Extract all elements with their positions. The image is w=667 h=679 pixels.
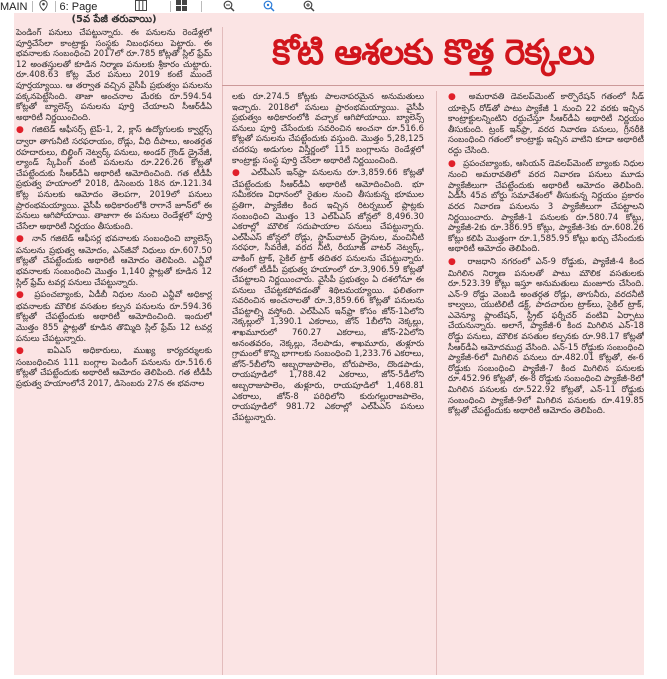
bullet-icon: ●	[232, 168, 243, 179]
toolbar-divider	[170, 1, 171, 12]
article-column-left	[16, 27, 212, 675]
zoom-out-icon[interactable]	[222, 0, 236, 13]
newspaper-page	[14, 13, 644, 675]
paragraph: ● ప్రపంచబ్యాంకు, ఆసియన్ డెవలప్‌మెంట్ బ్యాంకు నిధుల నుంచి అమరావతిలో వరద నివారణ పనులు మూడు ప్యాకేజీలుగా చేపట్టేందుకు అథారిటీ ఆమోదం తెలిపింది. ఏడీసీ 45వ బోర్డు సమావేశంలో తీసుకున్న నిర్ణయం ప్రకారం వరద నివారణ పనులను 3 ప్యాకేజీలుగా చేపట్టాలని నిర్ణయించారు. ప్యాకేజీ-1 పనులకు రూ.580.74 కోట్లు, ప్యాకేజీ-2కు రూ.386.95 కోట్లు, ప్యాకేజీ-3కు రూ.608.26 కోట్లు కలిపి మొత్తంగా రూ.1,585.95 కోట్లు ఖర్చు చేసేందుకు అథారిటీ ఆమోదం తెలిపింది.	[448, 157, 644, 254]
zoom-in-icon[interactable]	[302, 0, 316, 13]
paragraph: లకు రూ.274.5 కోట్లకు పాలనాపరమైన అనుమతులు ఇచ్చారు. 2018లో పనులు ప్రారంభమయ్యాయి. వైసీపీ ప్రభుత్వం అధికారంలోకి వచ్చాక ఆగిపోయాయి. బ్యాలెన్స్ పనులు పూర్తి చేసేందుకు సవరించిన అంచనా రూ.516.6 కోట్లతో పనులను చేపట్టేందుకు వస్తుంది. మొత్తం 5,28,125 చదరపు అడుగుల విస్తీర్ణంలో 115 బంగ్లాలను రెండేళ్లలో కాంట్రాక్టు సంస్థ పూర్తి చేసేలా అథారిటీ నిర్ణయించింది.	[232, 91, 424, 165]
article-column-middle	[232, 91, 424, 675]
bullet-icon: ●	[448, 256, 459, 267]
page-dropdown[interactable]	[60, 0, 130, 13]
reader-toolbar	[0, 0, 667, 13]
grid-icon[interactable]	[175, 0, 189, 13]
bullet-icon: ●	[16, 125, 25, 136]
toolbar-divider	[55, 1, 56, 12]
bullet-icon: ●	[16, 234, 26, 245]
bullet-icon: ●	[16, 346, 33, 357]
page-dropdown-value: 6: Page	[59, 0, 98, 13]
bullet-icon: ●	[16, 290, 27, 301]
location-pin-icon[interactable]	[37, 0, 51, 13]
bullet-icon: ●	[448, 92, 460, 102]
edition-label-text: MAIN	[0, 0, 28, 13]
paragraph: ● నాన్ గజిటెడ్ ఆఫీసర్ల భవనాలకు సంబంధించి బ్యాలెన్స్ పనులను ప్రభుత్వ ఆమోదం, ఎన్‌జీవో నిధులు రూ.607.50 కోట్లతో చేపట్టేందుకు అథారిటీ ఆమోదం తెలిపింది. ఎన్జీవో భవనాలకు సంబంధించి మొత్తం 1,140 ఫ్లాట్లతో కూడిన 12 స్లిల్ ఫ్రేమ్ టవర్ల పనులు చేపట్టున్నారు.	[16, 233, 212, 287]
columns-icon[interactable]	[134, 0, 148, 13]
headline: కోటి ఆశలకు కొత్త రెక్కలు	[272, 33, 594, 73]
paragraph: ● అమరావతి డెవలప్‌మెంట్ కార్పొరేషన్ గతంలో సీడ్ యాక్సెస్ రోడ్‌తో పాటు ప్యాకేజీ 1 నుంచి 22 వరకు ఇచ్చిన కాంట్రాక్టులన్నింటిని రద్దుచేస్తూ సీఆర్‌డీఏ అథారిటీ నిర్ణయం తీసుకుంది. ట్రంక్ ఇన్‌ఫ్రా, వరద నివారణ పనులు, గ్రీనరీకి సంబంధించి గతంలో కాంట్రాక్టు ఇచ్చిన వాటిని కూడా అథారిటీ రద్దు చేసింది.	[448, 91, 644, 155]
paragraph: ● రాజధాని నగరంలో ఎన్-9 రోడ్డుకు, ప్యాకేజీ-4 కింద మిగిలిన నిర్మాణ పనులతో పాటు మౌలిక వసతులకు రూ.523.39 కోట్లు ఇస్తూ అనుమతులు మంజూరు చేసింది. ఎన్-9 రోడ్డు వెంబడి అంతర్గత రోడ్లు, తాగునీరు, వరదనీటి కాల్వలు, యుటిలిటీ డక్ట్, పాదచారుల ట్రాక్‌లు, సైకిల్ ట్రాక్, ఎవెన్యూ ప్లాంటేషన్, స్ట్రీట్ ఫర్నీచర్ వంటివి ఏర్పాటు చేయనున్నారు. అలాగే, ప్యాకేజీ-6 కింద మిగిలిన ఎన్-18 రోడ్డు పనులు, మౌలిక వసతుల కల్పనకు రూ.98.17 కోట్లతో సీఆర్‌డీఏ ఆమోదముద్ర వేసింది. ఎన్-15 రోడ్డుకు సంబంధించి ప్యాకేజీ-6లో మిగిలిన పనులు రూ.482.01 కోట్లతో, ఈ-6 రోడ్డుకు సంబంధించి ప్యాకేజీ-7 కింద మిగిలిన పనులకు రూ.452.96 కోట్లతో, ఈ-8 రోడ్డుకు సంబంధించి ప్యాకేజీ-8లో మిగిలిన పనులకు రూ.522.92 కోట్లతో, ఎన్-11 రోడ్డుకు సంబంధించి ప్యాకేజీ-9లో మిగిలిన పనులకు రూ.419.85 కోట్లతో చేపట్టేందుకు అథారిటీ ఆమోదం తెలిపింది.	[448, 255, 644, 416]
column-divider	[222, 27, 223, 675]
toolbar-divider	[201, 1, 202, 12]
edition-label[interactable]	[0, 0, 28, 13]
article-column-right	[448, 91, 644, 675]
zoom-reset-icon[interactable]	[262, 0, 276, 13]
continuation-kicker: (5వ పేజీ తరువాయి)	[71, 14, 157, 25]
toolbar-divider	[32, 1, 33, 12]
paragraph: ● గజిటెడ్ ఆఫీసర్స్ టైప్-1, 2, క్లాస్ ఉద్యోగులకు క్వార్టర్స్ ద్వారా తాగునీటి సరఫరాయం, రోడ్లు, వీధి దీపాలు, అంతర్గత రహదారులు, బిల్డింగ్ నెట్వర్క్ పనులు, అండర్ గ్రౌండ్ డ్రైనేజీ, ల్యాండ్ స్కేపింగ్ వంటి పనులను రూ.226.26 కోట్లతో చేపట్టేందుకు సీఆర్‌డీఏ అథారిటీ ఆమోదించింది. గత టీడీపీ ప్రభుత్వ హయాంలో 2018, డిసెంబరు 18న రూ.121.34 కోట్ల పనులకు ఆమోదం తెలపగా, 2019లో పనులు ప్రారంభమయ్యాయి. వైసీపీ అధికారంలోకి రాగానే జూన్‌లో ఈ పనులు ఆగిపోయాయి. తాజాగా ఈ పనులు రెండేళ్లలో పూర్తి చేసేలా అథారిటీ నిర్ణయం తీసుకుంది.	[16, 124, 212, 231]
bullet-icon: ●	[448, 158, 457, 169]
paragraph: ● ఎల్‌పీఎస్ ఇన్‌ఫ్రా పనులను రూ.3,859.66 కోట్లతో చేపట్టేందుకు సీఆర్‌డీఏ అథారిటీ ఆమోదించింది. భూ సమీకరణ విధానంలో రైతుల నుంచి తీసుకున్న భూముల ప్రతిగా, ప్యాకేజీల కింద ఇచ్చిన రిటర్నబుల్ ప్లాట్లకు సంబంధించి మొత్తం 13 ఎల్‌పీఎస్ జోన్లలో 8,496.30 ఎకరాల్లో మౌలిక సదుపాయాల పనులు చేపట్టున్నారు. ఎల్‌పీఎస్ జోన్లలో రోడ్లు, స్టామ్‌వాటర్ డ్రైనుల, మంచినీటి సరఫరా, సీవరేజీ, వరద నీటి, రీయూజ్ వాటర్ నెట్వర్క్, వాకింగ్ ట్రాక్, సైకిల్ ట్రాక్ తదితర పనులను చేపట్టున్నారు. గతంలో టీడీపీ ప్రభుత్వ హయాంలో రూ.3,906.59 కోట్లతో చేపట్టాలని నిర్ణయించారు. వైసీపీ ప్రభుత్వం ఏ దశలోనూ ఈ పనులు చేపట్టకపోవడంతో శిథిలమయ్యాయి. ఫలితంగా సవరించిన అంచనాలతో రూ.3,859.66 కోట్లతో పనులను చేపట్టాల్సి వస్తోంది. ఎల్‌పీఎస్ ఇన్‌ఫ్రా కోసం జోన్-1ఏలోని నెక్కల్లులో 1,390.1 ఎకరాలు, జోన్ 1బీలోని నెక్కల్లు, శాఖమూరులో 760.27 ఎకరాలు, జోన్-2ఏలోని అనంతవరం, నెక్కల్లు, నేలపాడు, శాఖమూరు, తుళ్లూరు గ్రామంలో కొన్ని భాగాలకు సంబంధించి 1,233.76 ఎకరాలు, జోన్-5బీలోని అబ్బరాజుపాలెం, బోరుపాలెం, దొండపాడు, రాయపూడిలో 1,788.42 ఎకరాలు, జోన్-5డీలోని అబ్బరాజుపాలెం, తుళ్లూరు, రాయపూడిలో 1,468.81 ఎకరాలు, జోన్-8 పరిధిలోని కురుగల్లురాజపాలెం, రాయపూడిలో 981.72 ఎకరాల్లో ఎల్‌పీఎస్ పనులు చేపట్టున్నారు.	[232, 167, 424, 422]
column-divider	[436, 91, 437, 675]
headline-rule	[222, 85, 644, 86]
paragraph: పెండింగ్ పనులు చేపట్టున్నారు. ఈ పనులను రెండేళ్లలో పూర్తిచేసేలా కాంట్రాక్టు సంస్థకు నిబంధనలు పెట్టారు. ఈ భవనాలకు సంబంధించి 2017లో రూ.785 కోట్లతో స్లిల్ ఫ్రేమ్ 12 అంతస్తులతో కూడిన నిర్మాణ పనులకు శ్రీకారం చుట్టారు. రూ.408.63 కోట్ల మేర పనులు 2019 కంటే ముందే పూర్తయ్యాయి. ఆ తర్వాత వచ్చిన వైసీపీ ప్రభుత్వం పనులను పక్కనపెట్టేసింది. తాజా అంచనాల మేరకు రూ.594.54 కోట్లతో బ్యాలెన్స్ పనులను పూర్తి చేయాలని సీఆర్‌డీఏ అథారిటీ నిర్ణయించింది.	[16, 27, 212, 122]
paragraph: ● ప్రపంచబ్యాంకు, ఏడీబీ నిధుల నుంచి ఎన్జీవో అధికార్ల భవనాలకు మౌలిక వసతుల కల్పన పనులను రూ.594.36 కోట్లతో చేపట్టేందుకు అథారిటీ ఆమోదించింది. ఇందులో మొత్తం 855 ఫ్లాట్లతో కూడిన తొమ్మిది స్లిల్ ఫ్రేమ్ 12 టవర్ల పనులు చేపట్టున్నారు.	[16, 289, 212, 343]
paragraph: ● ఐఏఎస్ అధికారులు, ముఖ్య కార్యదర్శులకు సంబంధించిన 111 బంగ్లాల పెండింగ్ పనులను రూ.516.6 కోట్లతో చేపట్టేందుకు అథారిటీ ఆమోదం తెలిపింది. గత టీడీపీ ప్రభుత్వ హయాంలోనే 2017, డిసెంబరు 27న ఈ భవనాల	[16, 345, 212, 388]
